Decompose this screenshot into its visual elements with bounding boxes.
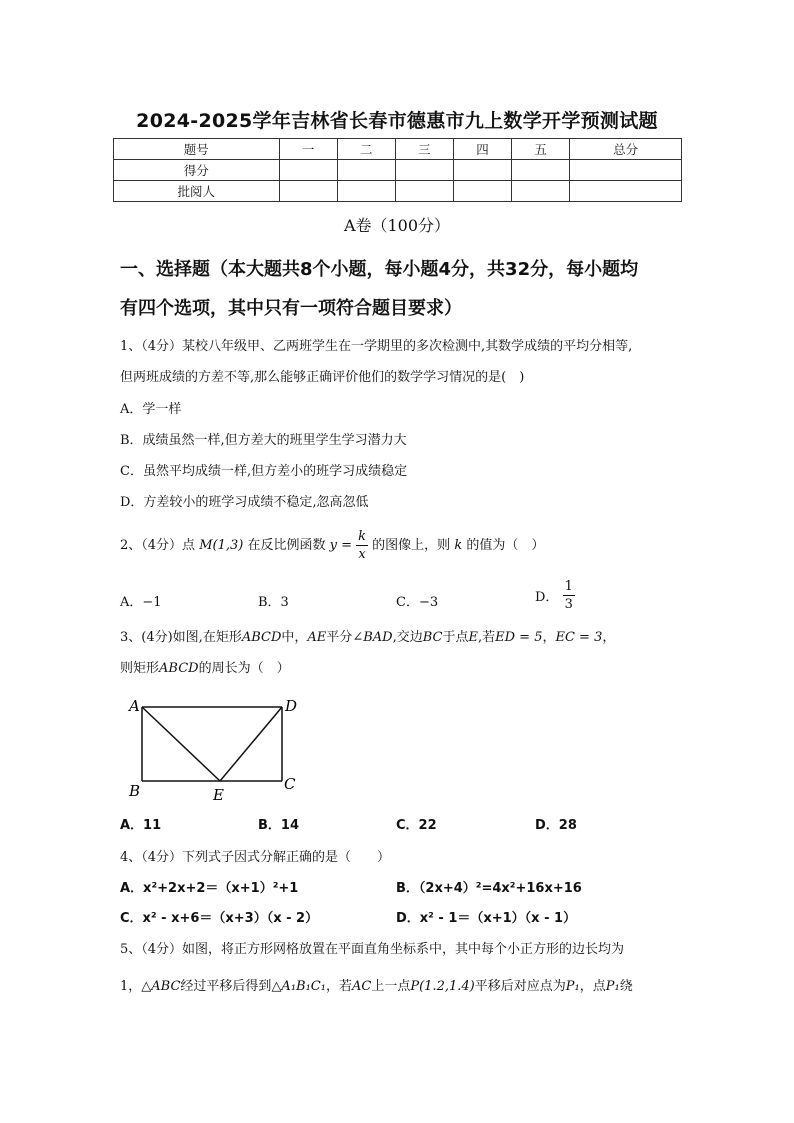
- q3-text: ,若: [477, 630, 496, 645]
- q2-option-a: A．−1: [120, 595, 162, 610]
- q3-option-b: B．14: [258, 818, 299, 833]
- q5-math-point: P(1.2,1.4): [410, 979, 475, 994]
- figure-label-e: E: [213, 786, 224, 804]
- q3-text: 平分: [326, 630, 353, 645]
- q2-option-d-denominator: 3: [564, 597, 573, 612]
- q1-option-c: C．虽然平均成绩一样,但方差小的班学习成绩稳定: [120, 464, 408, 479]
- q3-text: 则矩形: [120, 661, 160, 676]
- score-cell[interactable]: [337, 160, 395, 181]
- q2-option-b: B．3: [258, 595, 289, 610]
- score-row-label: 批阅人: [114, 181, 280, 202]
- q5-text: 1，: [120, 979, 142, 994]
- q3-text: 中，: [281, 630, 308, 645]
- q1-stem-line2: 但两班成绩的方差不等,那么能够正确评价他们的数学学习情况的是( ): [120, 370, 525, 385]
- q5-text: 绕: [619, 979, 633, 994]
- q2-prefix: 2、（4分）点: [120, 538, 196, 553]
- figure-label-c: C: [284, 775, 296, 793]
- score-table-header: 总分: [570, 139, 682, 160]
- q2-fraction: [356, 530, 368, 561]
- score-cell[interactable]: [453, 160, 511, 181]
- score-table-header: 四: [453, 139, 511, 160]
- q5-text: 经过平移后得到: [180, 979, 272, 994]
- part1-heading-line2: 有四个选项，其中只有一项符合题目要求）: [120, 298, 462, 319]
- q3-math-e: E: [468, 630, 478, 645]
- q4-option-a: A．x²+2x+2＝（x+1）²+1: [120, 881, 299, 896]
- q2-suffix: 的图像上，则: [372, 538, 451, 553]
- page-title: 2024-2025学年吉林省长春市德惠市九上数学开学预测试题: [136, 110, 658, 132]
- score-table-header: 三: [395, 139, 453, 160]
- q3-rectangle-figure: [125, 695, 305, 805]
- score-cell[interactable]: [279, 160, 337, 181]
- q5-math-p1: P₁: [565, 979, 580, 994]
- q2-mid: 在反比例函数: [247, 538, 326, 553]
- q3-text: ，: [602, 630, 616, 645]
- figure-label-d: D: [285, 697, 298, 715]
- q2-stem: [120, 530, 544, 561]
- q3-stem-line1: [120, 626, 615, 645]
- q5-stem-line1: 5、（4分）如图，将正方形网格放置在平面直角坐标系中，其中每个小正方形的边长均为: [120, 942, 625, 957]
- q3-text: ，: [542, 630, 556, 645]
- q5-math-ac: AC: [351, 979, 372, 994]
- q2-fraction-numerator: k: [358, 529, 367, 544]
- q2-option-c: C．−3: [396, 595, 439, 610]
- q3-math-ae: AE: [307, 630, 327, 645]
- q2-fraction-denominator: x: [358, 547, 366, 562]
- q3-math-bc: BC: [422, 630, 443, 645]
- score-cell[interactable]: [395, 181, 453, 202]
- q3-stem-line2: [120, 657, 290, 676]
- q5-text: ，若: [325, 979, 352, 994]
- score-table-header: 一: [279, 139, 337, 160]
- q1-option-a: A．学一样: [120, 402, 182, 417]
- score-cell[interactable]: [570, 160, 682, 181]
- q2-var: k: [454, 538, 463, 553]
- score-table-row: [114, 181, 682, 202]
- q2-option-d: [535, 580, 575, 611]
- score-table-header: 二: [337, 139, 395, 160]
- q5-text: 平移后对应点为: [474, 979, 566, 994]
- q5-text: ，点: [579, 979, 606, 994]
- q1-option-d: D．方差较小的班学习成绩不稳定,忽高忽低: [120, 495, 369, 510]
- part1-heading-line1: 一、选择题（本大题共8个小题，每小题4分，共32分，每小题均: [120, 259, 639, 280]
- score-row-label: 得分: [114, 160, 280, 181]
- q2-point: M(1,3): [199, 538, 244, 553]
- score-table-header: 题号: [114, 139, 280, 160]
- score-cell[interactable]: [453, 181, 511, 202]
- q3-math-rect: ABCD: [241, 630, 282, 645]
- score-cell[interactable]: [570, 181, 682, 202]
- figure-segment-ae: [142, 707, 220, 781]
- q4-option-c: C．x² - x+6＝（x+3）（x - 2）: [120, 911, 319, 926]
- score-table-row: [114, 160, 682, 181]
- figure-segment-de: [220, 707, 282, 781]
- q1-option-b: B．成绩虽然一样,但方差大的班里学生学习潜力大: [120, 433, 407, 448]
- figure-label-b: B: [129, 782, 141, 800]
- q4-stem: 4、（4分）下列式子因式分解正确的是（ ）: [120, 850, 391, 865]
- section-a-heading: A卷（100分）: [343, 216, 451, 235]
- q2-func-lhs: y =: [329, 538, 352, 553]
- q1-stem-line1: 1、（4分）某校八年级甲、乙两班学生在一学期里的多次检测中,其数学成绩的平均分相等,: [120, 339, 633, 354]
- q3-math-ed: ED = 5: [495, 630, 543, 645]
- q3-math-ec: EC = 3: [555, 630, 603, 645]
- q5-math-p1: P₁: [605, 979, 620, 994]
- q4-option-b: B．（2x+4）²=4x²+16x+16: [396, 881, 582, 896]
- q3-math-angle: ∠BAD: [352, 630, 393, 645]
- score-cell[interactable]: [279, 181, 337, 202]
- score-table: [113, 138, 682, 202]
- q2-option-d-numerator: 1: [564, 579, 573, 594]
- q3-option-d: D．28: [535, 818, 577, 833]
- q3-text: ,交边: [392, 630, 423, 645]
- q5-math-tri1: △ABC: [141, 979, 181, 994]
- figure-label-a: A: [129, 697, 140, 715]
- q2-end: 的值为（ ）: [466, 538, 545, 553]
- q3-text: 于点: [442, 630, 469, 645]
- q2-option-d-fraction: [563, 580, 575, 611]
- score-table-header: 五: [512, 139, 570, 160]
- score-cell[interactable]: [337, 181, 395, 202]
- q3-option-c: C．22: [396, 818, 437, 833]
- q2-option-d-label: D．: [535, 590, 559, 605]
- q5-math-tri2: △A₁B₁C₁: [271, 979, 326, 994]
- q5-text: 上一点: [371, 979, 411, 994]
- q3-text: 3、(4分)如图,在矩形: [120, 630, 242, 645]
- score-cell[interactable]: [512, 160, 570, 181]
- q3-text: 的周长为（ ）: [198, 661, 290, 676]
- q5-stem-line2: [120, 975, 633, 994]
- score-cell[interactable]: [395, 160, 453, 181]
- q4-option-d: D．x² - 1＝（x+1）（x - 1）: [396, 911, 577, 926]
- q3-math-rect: ABCD: [159, 661, 199, 676]
- q3-option-a: A．11: [120, 818, 162, 833]
- score-cell[interactable]: [512, 181, 570, 202]
- score-table-header-row: [114, 139, 682, 160]
